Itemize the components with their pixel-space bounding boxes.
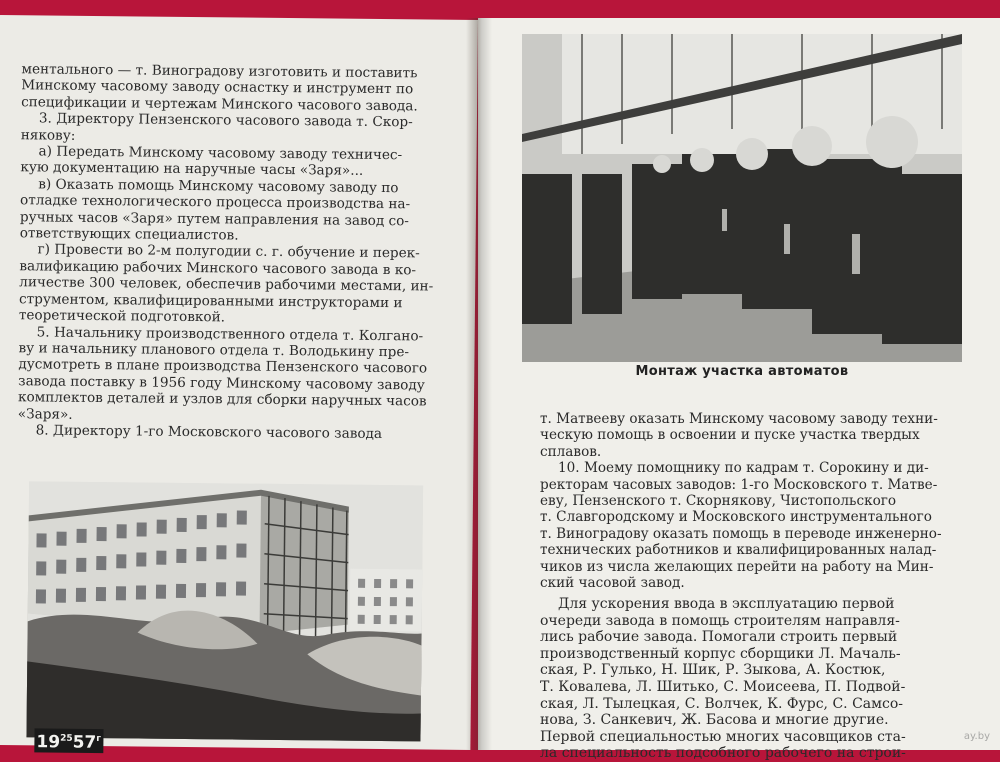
factory-photo-illustration [522, 34, 962, 362]
left-page [0, 15, 478, 753]
text-line: дусмотреть в плане производства Пензенского часового [18, 356, 428, 377]
text-line: т. Матвееву оказать Минскому часовому заводу техни- [540, 411, 938, 427]
text-line: ручных часов «Заря» путем направления на завод со- [19, 208, 410, 229]
text-line: 3. Директору Пензенского часового завода т. Скор- [38, 110, 413, 131]
text-line: личестве 300 человек, обеспечив рабочими местами, ин- [19, 274, 434, 295]
text-line: ответствующих специалистов. [19, 225, 239, 244]
text-line: ская, Л. Тылецкая, С. Волчек, К. Фурс, С. Самсо- [540, 695, 904, 712]
text-line: еву, Пензенского т. Скорнякову, Чистопольского [540, 493, 897, 510]
factory-photo [522, 34, 962, 362]
text-line: нова, З. Санкевич, Ж. Басова и многие другие. [540, 712, 889, 729]
text-line: производственный корпус сборщики Л. Мачаль- [540, 645, 901, 662]
text-line: «Заря». [17, 405, 73, 423]
text-line: ская, Р. Гулько, Н. Шик, Р. Зыкова, А. Костюк, [540, 662, 886, 679]
text-line: очереди завода в помощь строителям направля- [540, 612, 900, 629]
text-line: някову: [20, 126, 76, 144]
text-line: завода поставку в 1956 году Минскому часовому заводу [18, 372, 425, 394]
text-line: г) Провести во 2-м полугодии с. г. обучение и перек- [37, 241, 420, 262]
text-line: ректорам часовых заводов: 1-го Московского т. Матве- [540, 476, 938, 493]
text-line: 10. Моему помощнику по кадрам т. Сорокину и ди- [558, 460, 929, 477]
building-photo [26, 481, 423, 741]
text-line: Первой специальностью многих часовщиков ста- [540, 728, 906, 745]
text-line: 5. Начальнику производственного отдела т. Колгано- [36, 323, 424, 344]
text-line: ла специальность подсобного рабочего на строи- [540, 745, 906, 762]
year-badge: $19^{25}57^г$ [34, 728, 103, 752]
text-line: теоретической подготовкой. [18, 307, 226, 326]
text-line: Для ускорения ввода в эксплуатацию первой [558, 596, 895, 612]
text-line: Т. Ковалева, Л. Шитько, С. Моисеева, П. Подвой- [540, 678, 906, 695]
text-line: ский часовой завод. [540, 575, 685, 592]
text-line: спецификации и чертежам Минского часового завода. [21, 94, 418, 115]
text-line: отладке технологического процесса производства на- [20, 192, 411, 213]
text-line: чиков из числа желающих перейти на работу на Мин- [540, 558, 934, 575]
text-line: струментом, квалифицированными инструкторами и [18, 290, 403, 311]
text-line: валификацию рабочих Минского часового завода в ко- [19, 258, 417, 279]
text-line: лись рабочие завода. Помогали строить первый [540, 629, 898, 646]
text-line: ментального — т. Виноградову изготовить и поставить [21, 61, 418, 82]
text-line: комплектов деталей и узлов для сборки наручных часов [17, 389, 427, 410]
text-line: ву и начальнику планового отдела т. Володькину пре- [18, 340, 410, 361]
text-line: кую документацию на наручные часы «Заря»... [20, 159, 364, 180]
watermark: ay.by [963, 731, 990, 742]
text-line: сплавов. [540, 443, 602, 460]
text-line: в) Оказать помощь Минскому часовому заводу по [38, 176, 399, 197]
text-line: технических работников и квалифицированных налад- [540, 542, 937, 559]
building-photo-illustration [26, 481, 423, 741]
book-gutter [466, 18, 492, 750]
text-line: т. Славгородскому и Московского инструментального [540, 509, 932, 526]
photo-caption: Монтаж участка автоматов [635, 364, 849, 379]
text-line: Минскому часовому заводу оснастку и инструмент по [21, 77, 414, 98]
text-line: а) Передать Минскому часовому заводу техничес- [38, 143, 403, 164]
text-line: ческую помощь в освоении и пуске участка твердых [540, 427, 920, 444]
text-line: 8. Директору 1-го Московского часового завода [35, 422, 383, 442]
left-page-text [18, 61, 462, 443]
text-line: т. Виноградову оказать помощь в переводе инженерно- [540, 525, 942, 542]
